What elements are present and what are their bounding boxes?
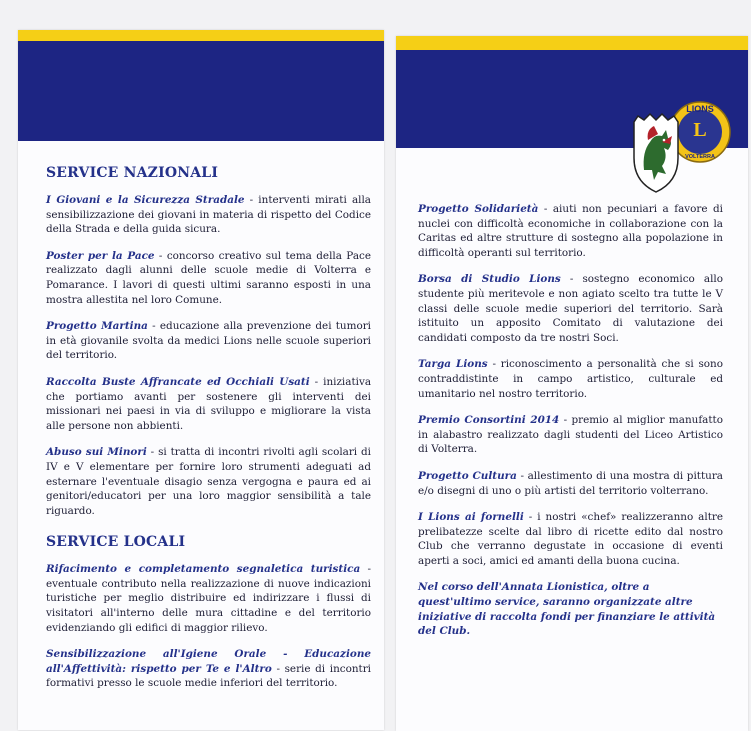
section-title-locali: SERVICE LOCALI bbox=[46, 534, 186, 551]
gold-band bbox=[18, 30, 384, 41]
left-content bbox=[46, 165, 371, 691]
section-title-nazionali: SERVICE NAZIONALI bbox=[46, 165, 219, 181]
svg-text:L: L bbox=[693, 119, 707, 141]
blue-header-band bbox=[18, 41, 384, 141]
left-panel bbox=[18, 30, 384, 730]
right-panel bbox=[396, 36, 748, 731]
lions-club-logo bbox=[628, 96, 740, 196]
list-item: Progetto Cultura - allestimento di una mostra di pittura e/o disegni di uno o più artisti del territorio volterrano. bbox=[418, 469, 723, 497]
right-content bbox=[418, 202, 723, 639]
list-item: Borsa di Studio Lions - sostegno economico allo studente più meritevole e non agiato scelto tra tutte le V classi delle scuole medie superiori del territorio. Sarà istituito un apposito Comitato di valutazione dei candidati composto da tre nostri Soci. bbox=[418, 273, 723, 344]
list-item: Poster per la Pace - concorso creativo sul tema della Pace realizzato dagli alunni delle scuole medie di Volterra e Pomarance. I lavori di questi ultimi saranno esposti in una mostra allestita nel loro Comune. bbox=[46, 249, 371, 306]
list-item: Targa Lions - riconoscimento a personalità che si sono contraddistinte in campo artistico, culturale ed umanitario nel nostro territorio. bbox=[418, 358, 723, 400]
svg-text:VOLTERRA: VOLTERRA bbox=[685, 154, 715, 160]
list-item: I Giovani e la Sicurezza Stradale - interventi mirati alla sensibilizzazione dei giovani in materia di rispetto del Codice della Strada e della guida sicura. bbox=[46, 194, 371, 236]
lions-emblem-icon bbox=[670, 102, 730, 162]
list-item: Abuso sui Minori - si tratta di incontri rivolti agli scolari di IV e V elementare per fornire loro strumenti adeguati ad esternare l'eventuale disagio senza vergogna e paura ed ai genitori/educatori per una loro maggior sensibilità a tale riguardo. bbox=[46, 446, 371, 517]
list-item: Premio Consortini 2014 - premio al miglior manufatto in alabastro realizzato dagli studenti del Liceo Artistico di Volterra. bbox=[418, 414, 723, 456]
list-item: Progetto Martina - educazione alla prevenzione dei tumori in età giovanile svolta da medici Lions nelle scuole superiori del territorio. bbox=[46, 320, 372, 362]
list-item: I Lions ai fornelli - i nostri «chef» realizzeranno altre prelibatezze scelte dal libro di ricette edito dal nostro Club che verranno degustate in occasione di eventi aperti a soci, amici ed amanti della buona cucina. bbox=[418, 511, 723, 567]
closing-note: Nel corso dell'Annata Lionistica, oltre a quest'ultimo service, saranno organizzate altre iniziative di raccolta fondi per finanziare le attività del Club. bbox=[418, 581, 716, 638]
list-item: Progetto Solidarietà - aiuti non pecuniari a favore di nuclei con difficoltà economiche in collaborazione con la Caritas ed altre strutture di sostegno alla popolazione in difficoltà operanti sul territorio. bbox=[418, 203, 723, 259]
svg-text:LIONS: LIONS bbox=[686, 104, 714, 114]
list-item: Sensibilizzazione all'Igiene Orale - Educazione all'Affettività: rispetto per Te e l'Altro - serie di incontri formativi presso le scuole medie inferiori del territorio. bbox=[46, 648, 371, 690]
list-item: Raccolta Buste Affrancate ed Occhiali Usati - iniziativa che portiamo avanti per sostenere gli interventi dei missionari nei paesi in via di sviluppo e migliorare la vista alle persone non abbienti. bbox=[46, 375, 372, 432]
gold-band bbox=[396, 36, 748, 50]
volterra-shield-icon bbox=[634, 114, 678, 192]
list-item: Rifacimento e completamento segnaletica turistica - eventuale contributo nella realizzazione di nuove indicazioni turistiche per meglio distribuire ed indirizzare i flussi di visitatori all'interno delle mura cittadine e del territorio evidenziando gli edifici di maggior rilievo. bbox=[46, 563, 371, 634]
